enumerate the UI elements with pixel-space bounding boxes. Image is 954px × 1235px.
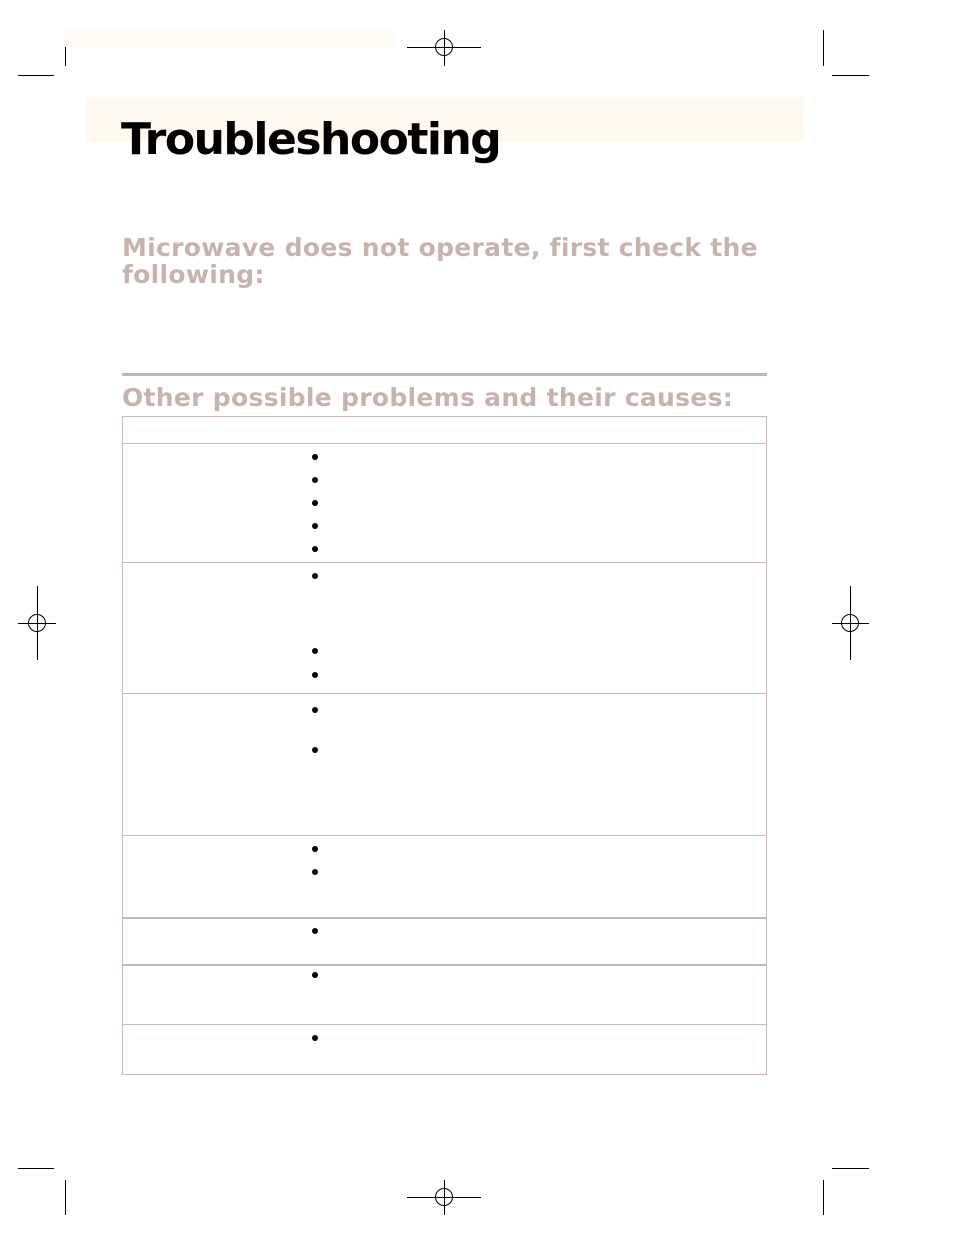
first-check-heading: Microwave does not operate, first check the following:	[122, 233, 758, 289]
table-header-divider	[123, 443, 766, 444]
list-bullet	[312, 573, 318, 579]
list-bullet	[312, 672, 318, 678]
crop-mark-line	[832, 1168, 869, 1169]
section-divider	[122, 373, 767, 376]
list-bullet	[312, 477, 318, 483]
list-bullet	[312, 869, 318, 875]
list-bullet	[312, 1035, 318, 1041]
list-bullet	[312, 972, 318, 978]
list-bullet	[312, 454, 318, 460]
list-bullet	[312, 546, 318, 552]
table-row-divider	[123, 964, 766, 966]
list-bullet	[312, 928, 318, 934]
problems-table	[122, 416, 767, 1075]
list-bullet	[312, 648, 318, 654]
registration-mark-icon	[841, 614, 859, 632]
list-bullet	[312, 747, 318, 753]
table-row-divider	[123, 917, 766, 919]
list-bullet	[312, 707, 318, 713]
table-row-divider	[123, 562, 766, 563]
other-problems-heading: Other possible problems and their causes:	[122, 383, 734, 412]
registration-mark-icon	[435, 1188, 453, 1206]
crop-mark-line	[18, 1168, 54, 1169]
table-row-divider	[123, 693, 766, 694]
registration-mark-icon	[28, 614, 46, 632]
page-title: Troubleshooting	[121, 114, 501, 165]
crop-mark-line	[823, 30, 824, 66]
table-row-divider	[123, 835, 766, 836]
list-bullet	[312, 523, 318, 529]
list-bullet	[312, 846, 318, 852]
crop-mark-line	[823, 1180, 824, 1215]
header-tint-strip	[65, 30, 393, 47]
registration-mark-icon	[435, 38, 453, 56]
table-row-divider	[123, 1024, 766, 1025]
crop-mark-line	[832, 75, 869, 76]
crop-mark-line	[18, 75, 54, 76]
list-bullet	[312, 500, 318, 506]
crop-mark-line	[65, 1180, 66, 1215]
